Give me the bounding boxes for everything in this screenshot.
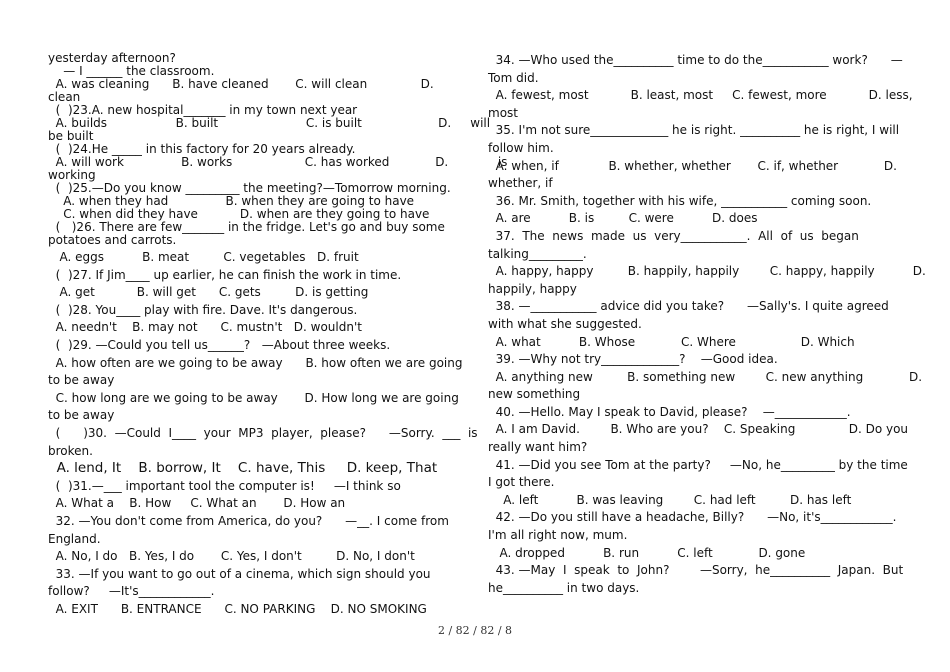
text-line: potatoes and carrots. [48, 233, 177, 247]
text-line: 41. —Did you see Tom at the party? —No, he_________ by the time [488, 457, 908, 472]
text-line: ( )31.—___ important tool the computer is! —I think so [48, 478, 401, 493]
text-line-large: A. lend, It B. borrow, It C. have, This D. keep, That [48, 460, 438, 477]
text-line: with what she suggested. [488, 316, 642, 331]
text-line: 33. —If you want to go out of a cinema, which sign should you [48, 566, 431, 581]
text-line: A. anything new B. something new C. new anything D. [488, 369, 923, 384]
text-line: yesterday afternoon? [48, 51, 176, 65]
text-line: A. fewest, most B. least, most C. fewest, more D. less, [488, 88, 913, 103]
text-line: 43. —May I speak to John? —Sorry, he__________ Japan. But [488, 563, 904, 578]
text-line: be built [48, 129, 94, 143]
text-line: A. What a B. How C. What an D. How an [48, 496, 346, 511]
text-line: really want him? [488, 440, 588, 455]
text-line: C. how long are we going to be away D. How long we are going [48, 390, 459, 405]
text-line: ( )23.A. new hospital_______ in my town next year [48, 103, 358, 117]
text-line: to be away [48, 408, 115, 423]
text-line: A. get B. will get C. gets D. is getting [48, 285, 369, 300]
text-line: A. when, if B. whether, whether C. if, whether D. [488, 158, 897, 173]
text-line: A. was cleaning B. have cleaned C. will clean D. [48, 77, 434, 91]
text-line: A. when they had B. when they are going to have [48, 194, 415, 208]
text-line: clean [48, 90, 81, 104]
text-line: A. No, I do B. Yes, I do C. Yes, I don't D. No, I don't [48, 549, 415, 564]
text-line: to be away [48, 373, 115, 388]
text-line: ( )25.—Do you know _________ the meeting?—Tomorrow morning. [48, 181, 451, 195]
text-line: A. I am David. B. Who are you? C. Speaking D. Do you [488, 422, 909, 437]
text-line: ( )26. There are few_______ in the fridge. Let's go and buy some [48, 220, 445, 234]
text-line: ( )24.He _____ in this factory for 20 years already. [48, 142, 356, 156]
text-line: England. [48, 531, 101, 546]
text-line: ( )29. —Could you tell us______? —About three weeks. [48, 337, 391, 352]
text-line: ( )30. —Could I____ your MP3 player, please? —Sorry. ___ is [48, 425, 478, 440]
text-line: A. builds B. built C. is built D. will [48, 116, 491, 130]
text-line: 39. —Why not try_____________? —Good idea. [488, 352, 778, 367]
text-line: working [48, 168, 96, 182]
right-column [488, 52, 926, 597]
text-line: A. what B. Whose C. Where D. Which [488, 334, 855, 349]
text-line: ( )27. If Jim____ up earlier, he can finish the work in time. [48, 267, 402, 282]
text-line: whether, if [488, 176, 553, 191]
text-line: happily, happy [488, 281, 577, 296]
text-line: most [488, 105, 518, 120]
text-line: A. are B. is C. were D. does [488, 211, 758, 226]
text-line: I got there. [488, 475, 555, 490]
text-line: A. will work B. works C. has worked D. is [48, 155, 508, 169]
text-line: A. left B. was leaving C. had left D. has left [488, 492, 852, 507]
text-line: A. eggs B. meat C. vegetables D. fruit [48, 250, 359, 264]
text-line: broken. [48, 443, 93, 458]
text-line: 37. The news made us very___________. All of us began [488, 228, 859, 243]
text-line: I'm all right now, mum. [488, 528, 628, 543]
text-line: — I ______ the classroom. [48, 64, 215, 78]
text-line: follow him. [488, 140, 554, 155]
text-line: follow? —It's____________. [48, 584, 215, 599]
text-line: he__________ in two days. [488, 580, 640, 595]
text-line: ( )28. You____ play with fire. Dave. It's dangerous. [48, 302, 358, 317]
text-line: A. dropped B. run C. left D. gone [488, 545, 806, 560]
text-line: A. how often are we going to be away B. how often we are going [48, 355, 463, 370]
text-line: 34. —Who used the__________ time to do the___________ work? — [488, 53, 903, 67]
text-line: 40. —Hello. May I speak to David, please? —____________. [488, 404, 851, 419]
text-line: A. happy, happy B. happily, happily C. happy, happily D. [488, 264, 926, 279]
text-line: talking_________. [488, 246, 587, 261]
page-number-footer: 2 / 82 / 82 / 8 [437, 624, 513, 637]
text-line: A. needn't B. may not C. mustn't D. wouldn't [48, 320, 362, 335]
text-line: new something [488, 387, 581, 402]
text-line: 35. I'm not sure_____________ he is right. __________ he is right, I will [488, 123, 900, 138]
text-line: 32. —You don't come from America, do you? —__. I come from [48, 513, 449, 528]
text-line: A. EXIT B. ENTRANCE C. NO PARKING D. NO SMOKING [48, 601, 427, 616]
text-line: 38. —___________ advice did you take? —Sally's. I quite agreed [488, 299, 889, 314]
text-line: 42. —Do you still have a headache, Billy? —No, it's____________. [488, 510, 897, 525]
text-line: C. when did they have D. when are they going to have [48, 207, 430, 221]
text-line: 36. Mr. Smith, together with his wife, ___________ coming soon. [488, 193, 872, 208]
left-question-block [48, 249, 478, 618]
text-line: Tom did. [488, 70, 539, 85]
